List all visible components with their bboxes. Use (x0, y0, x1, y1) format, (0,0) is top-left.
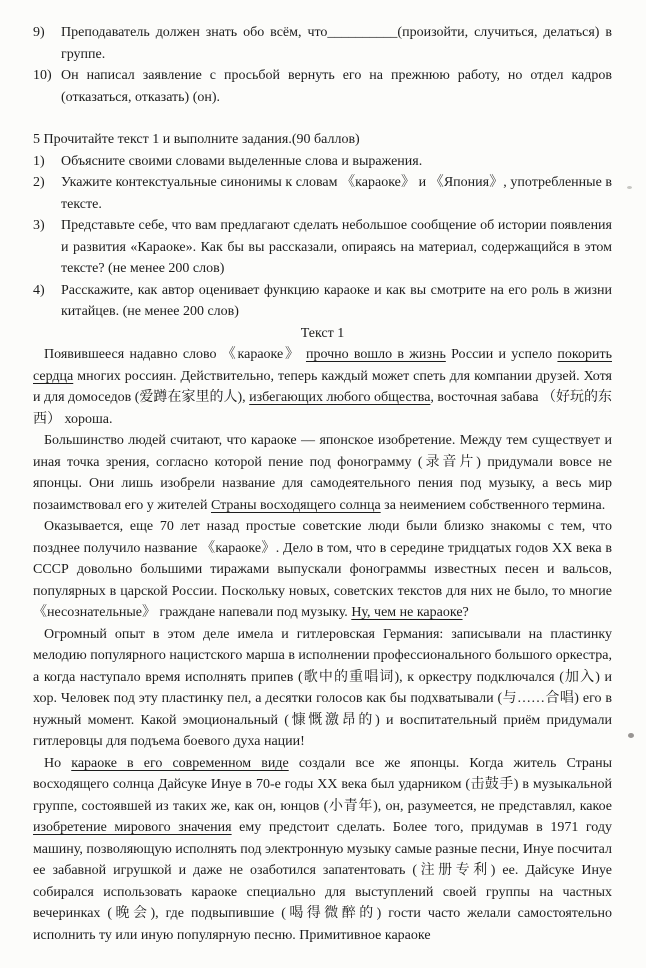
text-paragraph-3: Оказывается, еще 70 лет назад простые советские люди были близко знакомы с тем, что позднее получило название 《караоке》. Дело в том, что в середине тридцатых годов XX века в СССР довольно большими тиражами выпускали фонограммы известных песен и вальсов, популярных в царской России. Поскольку новых, советских текстов для них не было, то многие 《несознательные》 граждане напевали под музыку. Ну, чем не караоке? (33, 519, 612, 620)
item-number: 1) (33, 153, 45, 169)
item-text: Расскажите, как автор оценивает функцию караоке и как вы смотрите на его роль в жизни китайцев. (не менее 200 слов) (61, 282, 612, 319)
item-number: 2) (33, 175, 45, 190)
scan-artifact (628, 733, 634, 738)
item-number: 3) (33, 218, 45, 233)
item-number: 4) (33, 282, 45, 298)
task-item-2 (33, 172, 612, 215)
exercise-item-10 (33, 65, 612, 108)
section-5-heading: 5 Прочитайте текст 1 и выполните задания.(90 баллов) (33, 132, 360, 147)
item-text: Объясните своими словами выделенные слова и выражения. (61, 153, 423, 169)
item-number: 10) (33, 68, 52, 83)
text-1-title: Текст 1 (300, 325, 345, 341)
text-paragraph-1: Появившееся надавно слово 《караоке》 прочно вошло в жизнь России и успело покорить сердца многих россиян. Действительно, теперь каждый может спеть для компании друзей. Хотя и для домоседов (爱蹲在家里的人), избегающих любого общества, восточная забава （好玩的东西） хороша. (33, 347, 613, 427)
task-item-4 (33, 280, 612, 323)
item-number: 9) (33, 25, 45, 40)
item-text: Укажите контекстуальные синонимы к словам 《караоке》 и 《Япония》, употребленные в тексте. (61, 175, 612, 212)
scan-artifact (627, 186, 632, 189)
item-text: Он написал заявление с просьбой вернуть его на прежнюю работу, но отдел кадров (отказаться, отказать) (он). (61, 68, 612, 105)
item-text: Представьте себе, что вам предлагают сделать небольшое сообщение об истории появления и развития «Караоке». Как бы вы рассказали, опираясь на материал, содержащийся в этом тексте? (не менее 200 слов) (61, 218, 612, 276)
text-paragraph-5: Но караоке в его современном виде создали все же японцы. Когда житель Страны восходящего солнца Дайсуке Инуе в 70-е годы XX века был ударником (击鼓手) в музыкальной группе, состоявшей из таких же, как он, юнцов (小青年), он, разумеется, не представлял, какое изобретение мирового значения ему предстоит сделать. Более того, придумав в 1971 году машину, позволяющую исполнять под электронную музыку самые разные песни, Инуе посчитал ее забавной игрушкой и даже не озаботился запатентовать (注册专利) ее. Дайсуке Инуе собирался использовать караоке специально для выступлений своей группы на частных вечеринках (晚会), где подвыпившие (喝得微醉的) гости часто желали самостоятельно исполнить ту или иную популярную песню. Примитивное караоке (33, 755, 613, 943)
task-item-3 (33, 215, 612, 280)
task-item-1 (33, 151, 612, 173)
text-paragraph-4: Огромный опыт в этом деле имела и гитлеровская Германия: записывали на пластинку мелодию популярного нацистского марша в исполнении профессионального большого оркестра, а когда наступало время исполнять припев (歌中的重唱词), к оркестру подключался (加入) и хор. Человек под эту пластинку пел, а десятки голосов как бы подхватывали (与……合唱) его в нужный момент. Какой эмоциональный (慷慨激昂的) и воспитательный приём придумали гитлеровцы для подъема боевого духа нации! (33, 626, 612, 749)
item-text: Преподаватель должен знать обо всём, что__________(произойти, случиться, делаться) в группе. (61, 25, 612, 62)
text-paragraph-2: Большинство людей считают, что караоке — японское изобретение. Между тем существует и иная точка зрения, согласно которой пение под фонограмму (录音片) придумали вовсе не японцы. Они лишь изобрели название для самодеятельного пения под музыку, а весь мир позаимствовал его у жителей Страны восходящего солнца за неимением собственного термина. (33, 433, 612, 513)
exercise-item-9 (33, 22, 612, 65)
